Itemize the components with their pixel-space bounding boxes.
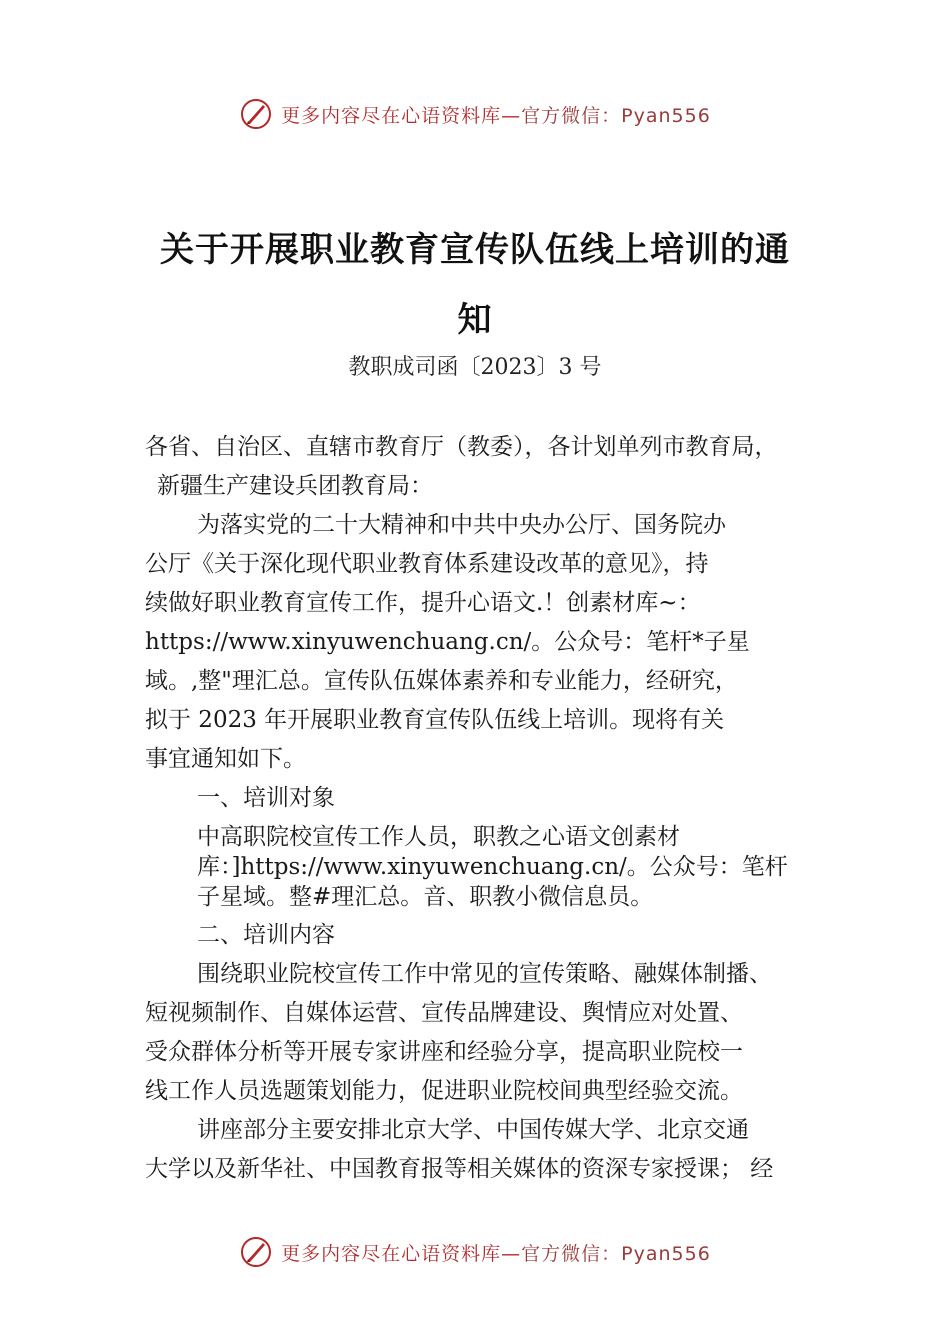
paragraph-line: 域。,整"理汇总。宣传队伍媒体素养和专业能力，经研究，: [145, 668, 738, 694]
document-number: 教职成司函〔2023〕3 号: [348, 355, 602, 380]
document-title-line1: 关于开展职业教育宣传队伍线上培训的通: [160, 230, 790, 270]
section-heading: 一、培训对象: [197, 785, 335, 811]
paragraph-line: 大学以及新华社、中国教育报等相关媒体的资深专家授课； 经: [145, 1156, 774, 1182]
paragraph-line: 短视频制作、自媒体运营、宣传品牌建设、舆情应对处置、: [145, 1000, 743, 1026]
paragraph-line: 拟于 2023 年开展职业教育宣传队伍线上培训。现将有关: [145, 707, 725, 733]
section1-body: [145, 822, 815, 912]
paragraph-line: 库：]https://www.xinyuwenchuang.cn/。公众号：笔杆: [197, 854, 788, 880]
paragraph-line: 讲座部分主要安排北京大学、中国传媒大学、北京交通: [197, 1117, 749, 1143]
paragraph-line: 事宜通知如下。: [145, 746, 306, 772]
paragraph-line: 受众群体分析等开展专家讲座和经验分享，提高职业院校一: [145, 1039, 743, 1065]
watermark-text: 更多内容尽在心语资料库—官方微信：Pyan556: [281, 1242, 711, 1265]
watermark-text: 更多内容尽在心语资料库—官方微信：Pyan556: [281, 104, 711, 127]
paragraph-line: 中高职院校宣传工作人员，职教之心语文创素材: [197, 824, 680, 850]
paragraph-line: 线工作人员选题策划能力，促进职业院校间典型经验交流。: [145, 1078, 743, 1104]
quill-stamp-icon: [239, 97, 273, 131]
addressee-line: 新疆生产建设兵团教育局：: [157, 473, 433, 499]
footer-watermark-banner: [0, 1232, 950, 1272]
paragraph-line: 公厅《关于深化现代职业教育体系建设改革的意见》，持: [145, 551, 709, 577]
header-watermark-banner: [0, 94, 950, 134]
paragraph-line: 为落实党的二十大精神和中共中央办公厅、国务院办: [197, 512, 726, 538]
document-body: [145, 428, 815, 1189]
paragraph-line: https://www.xinyuwenchuang.cn/。公众号：笔杆*子星: [145, 629, 750, 655]
paragraph-line: 子星域。整#理汇总。音、职教小微信息员。: [197, 884, 654, 910]
paragraph-line: 围绕职业院校宣传工作中常见的宣传策略、融媒体制播、: [197, 961, 772, 987]
addressee-line: 各省、自治区、直辖市教育厅（教委），各计划单列市教育局，: [145, 434, 778, 460]
document-title-line2: 知: [457, 300, 493, 340]
paragraph-line: 续做好职业教育宣传工作，提升心语文.！创素材库~：: [145, 590, 701, 616]
quill-stamp-icon: [239, 1235, 273, 1269]
section-heading: 二、培训内容: [197, 922, 335, 948]
